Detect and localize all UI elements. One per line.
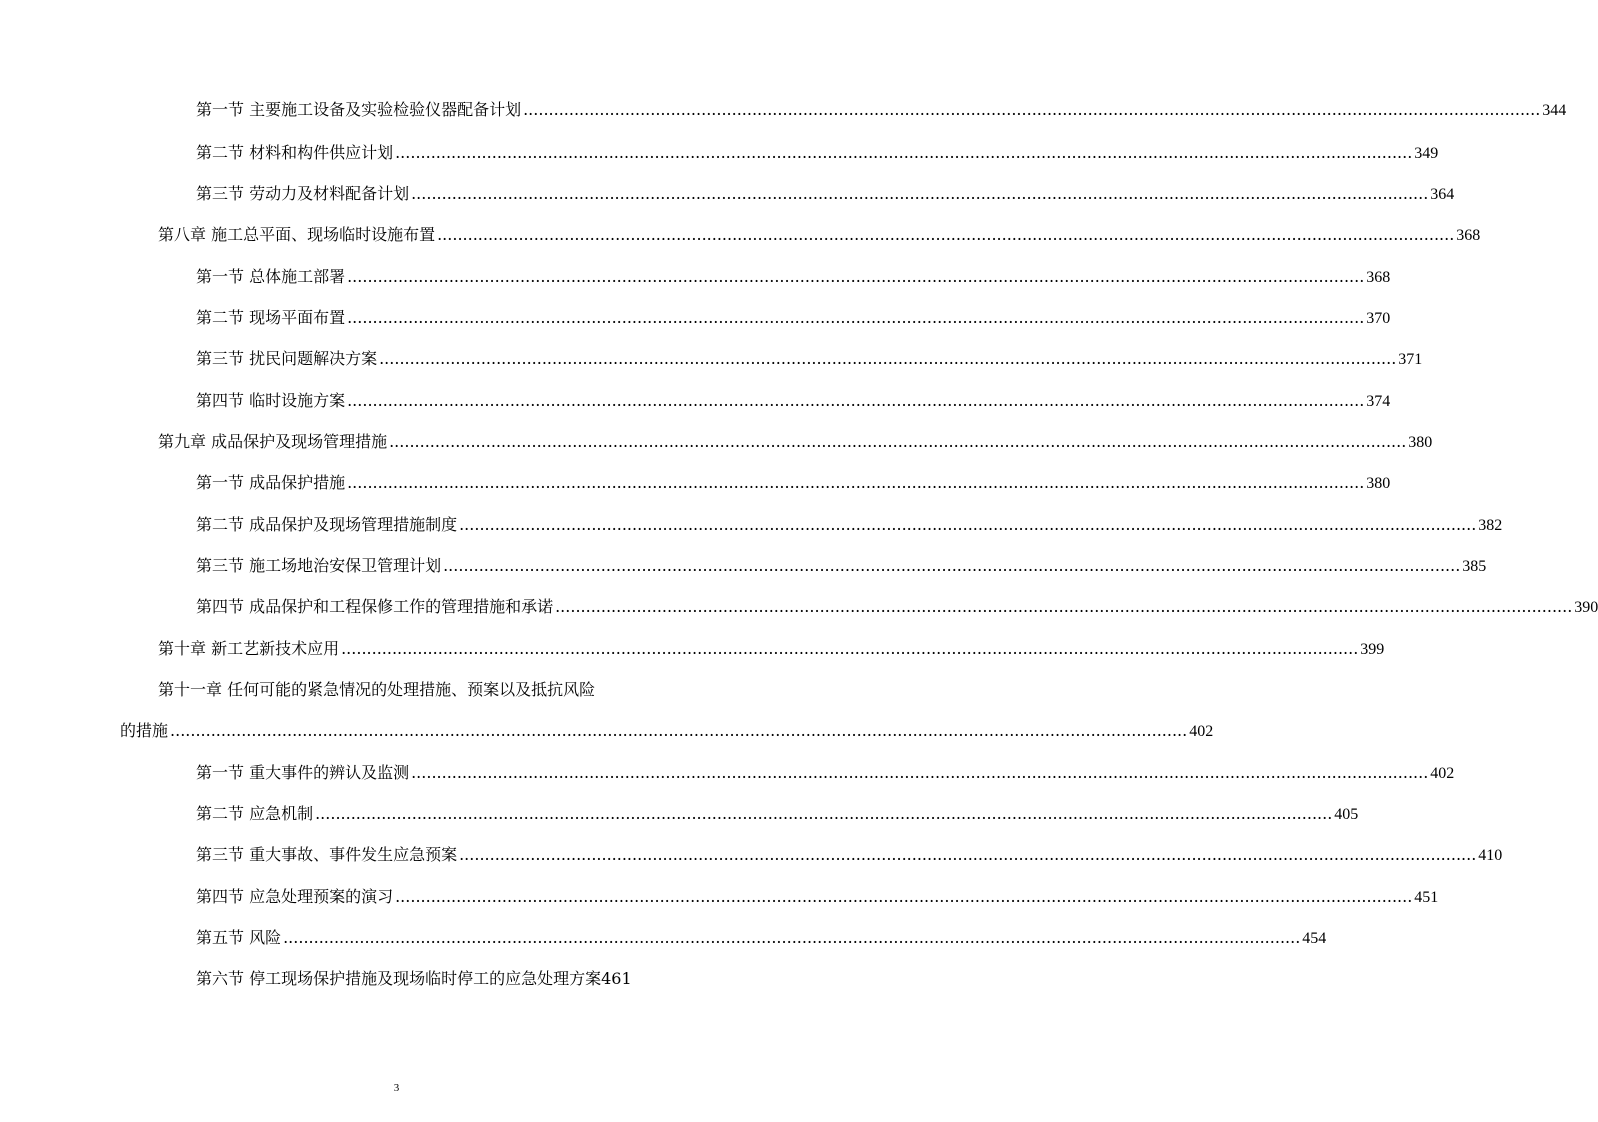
toc-entry[interactable] xyxy=(0,923,1327,953)
toc-entry-title: 第二节 现场平面布置 xyxy=(196,308,346,327)
toc-entry-page: 405 xyxy=(1334,806,1359,823)
toc-entry[interactable] xyxy=(0,758,1455,788)
toc-entry[interactable] xyxy=(0,95,1567,125)
dot-leader: ........................................................................................................................................................................................................ xyxy=(437,225,1455,244)
dot-leader: ........................................................................................................................................................................................................ xyxy=(347,473,1365,492)
toc-entry-page: 390 xyxy=(1574,599,1598,616)
toc-entry-title: 第二节 材料和构件供应计划 xyxy=(196,143,394,162)
toc-entry-page: 374 xyxy=(1366,393,1391,410)
toc-entry-title: 第十一章 任何可能的紧急情况的处理措施、预案以及抵抗风险 xyxy=(158,680,596,699)
toc-entry-page: 451 xyxy=(1414,889,1439,906)
dot-leader: ........................................................................................................................................................................................................ xyxy=(523,100,1541,119)
dot-leader: ........................................................................................................................................................................................................ xyxy=(341,639,1359,658)
toc-entry-title: 第六节 停工现场保护措施及现场临时停工的应急处理方案461 xyxy=(196,969,632,988)
toc-entry[interactable] xyxy=(0,634,1385,664)
toc-entry-page: 410 xyxy=(1478,847,1503,864)
dot-leader: ........................................................................................................................................................................................................ xyxy=(395,143,1413,162)
toc-entry-page: 349 xyxy=(1414,145,1439,162)
toc-entry[interactable] xyxy=(0,386,1391,416)
toc-entry[interactable] xyxy=(0,179,1455,209)
toc-entry[interactable] xyxy=(0,344,1423,374)
dot-leader: ........................................................................................................................................................................................................ xyxy=(555,597,1573,616)
dot-leader: ........................................................................................................................................................................................................ xyxy=(347,267,1365,286)
toc-entry-page: 402 xyxy=(1430,765,1455,782)
toc-entry-title: 第四节 临时设施方案 xyxy=(196,391,346,410)
dot-leader: ........................................................................................................................................................................................................ xyxy=(347,308,1365,327)
toc-entry-title: 的措施 xyxy=(120,721,169,740)
toc-entry-page: 364 xyxy=(1430,186,1455,203)
toc-entry-page: 380 xyxy=(1366,475,1391,492)
toc-entry-continuation[interactable] xyxy=(0,716,1214,746)
toc-entry[interactable] xyxy=(0,427,1433,457)
toc-entry-title: 第五节 风险 xyxy=(196,928,282,947)
dot-leader: ........................................................................................................................................................................................................ xyxy=(459,515,1477,534)
toc-entry-title: 第一节 重大事件的辨认及监测 xyxy=(196,763,410,782)
toc-entry-title: 第一节 总体施工部署 xyxy=(196,267,346,286)
toc-entry-page: 370 xyxy=(1366,310,1391,327)
toc-entry-title: 第三节 劳动力及材料配备计划 xyxy=(196,184,410,203)
dot-leader: ........................................................................................................................................................................................................ xyxy=(411,763,1429,782)
toc-entry-page: 385 xyxy=(1462,558,1487,575)
page-number: 3 xyxy=(393,1082,400,1094)
toc-entry[interactable] xyxy=(0,551,1487,581)
toc-entry[interactable] xyxy=(0,468,1391,498)
toc-entry[interactable] xyxy=(0,303,1391,333)
toc-entry-title: 第三节 施工场地治安保卫管理计划 xyxy=(196,556,442,575)
toc-entry[interactable] xyxy=(0,138,1439,168)
dot-leader: ........................................................................................................................................................................................................ xyxy=(379,349,1397,368)
toc-entry-title: 第二节 应急机制 xyxy=(196,804,314,823)
toc-entry[interactable] xyxy=(0,220,1481,250)
toc-entry-title: 第八章 施工总平面、现场临时设施布置 xyxy=(158,225,436,244)
toc-entry[interactable] xyxy=(0,882,1439,912)
dot-leader: ........................................................................................................................................................................................................ xyxy=(411,184,1429,203)
toc-entry-title: 第四节 成品保护和工程保修工作的管理措施和承诺 xyxy=(196,597,554,616)
dot-leader: ........................................................................................................................................................................................................ xyxy=(389,432,1407,451)
toc-entry-title: 第一节 主要施工设备及实验检验仪器配备计划 xyxy=(196,100,522,119)
toc-entry[interactable] xyxy=(0,592,1598,622)
toc-entry-page: 454 xyxy=(1302,930,1327,947)
toc-entry-title: 第四节 应急处理预案的演习 xyxy=(196,887,394,906)
toc-entry-title: 第九章 成品保护及现场管理措施 xyxy=(158,432,388,451)
toc-entry-page: 368 xyxy=(1456,227,1481,244)
dot-leader: ........................................................................................................................................................................................................ xyxy=(170,721,1188,740)
toc-entry-page: 371 xyxy=(1398,351,1423,368)
toc-entry-page: 344 xyxy=(1542,102,1567,119)
toc-entry[interactable] xyxy=(0,262,1391,292)
dot-leader: ........................................................................................................................................................................................................ xyxy=(347,391,1365,410)
toc-entry[interactable] xyxy=(0,510,1503,540)
toc-entry-page: 380 xyxy=(1408,434,1433,451)
dot-leader: ........................................................................................................................................................................................................ xyxy=(283,928,1301,947)
toc-entry[interactable] xyxy=(0,964,793,994)
toc-entry[interactable] xyxy=(0,840,1503,870)
toc-entry-title: 第十章 新工艺新技术应用 xyxy=(158,639,340,658)
dot-leader: ........................................................................................................................................................................................................ xyxy=(459,845,1477,864)
dot-leader: ........................................................................................................................................................................................................ xyxy=(315,804,1333,823)
toc-entry[interactable] xyxy=(0,799,1359,829)
toc-entry-title: 第三节 重大事故、事件发生应急预案 xyxy=(196,845,458,864)
toc-entry-page: 402 xyxy=(1189,723,1214,740)
toc-entry-title: 第一节 成品保护措施 xyxy=(196,473,346,492)
dot-leader: ........................................................................................................................................................................................................ xyxy=(443,556,1461,575)
toc-entry-page: 399 xyxy=(1360,641,1385,658)
toc-entry-page: 368 xyxy=(1366,269,1391,286)
dot-leader: ........................................................................................................................................................................................................ xyxy=(395,887,1413,906)
toc-entry-title: 第三节 扰民问题解决方案 xyxy=(196,349,378,368)
toc-entry-title: 第二节 成品保护及现场管理措施制度 xyxy=(196,515,458,534)
toc-entry[interactable] xyxy=(0,675,793,705)
toc-entry-page: 382 xyxy=(1478,517,1503,534)
